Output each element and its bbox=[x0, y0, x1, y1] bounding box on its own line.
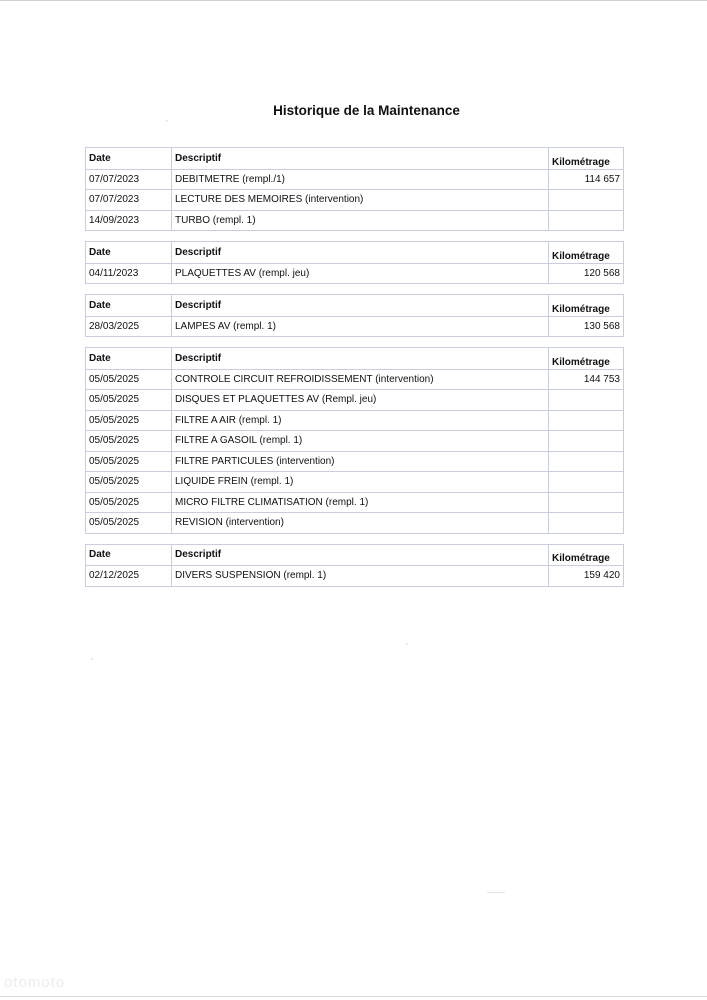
table-row bbox=[86, 316, 624, 337]
cell-date: 05/05/2025 bbox=[86, 431, 172, 452]
header-descriptif: Descriptif bbox=[172, 544, 549, 566]
table-row bbox=[86, 263, 624, 284]
table-header-row bbox=[86, 544, 624, 566]
scan-speck bbox=[166, 120, 168, 122]
cell-date: 07/07/2023 bbox=[86, 169, 172, 190]
cell-kilometrage: 114 657 bbox=[549, 169, 624, 190]
cell-date: 05/05/2025 bbox=[86, 390, 172, 411]
table-row bbox=[86, 472, 624, 493]
header-kilometrage: Kilométrage bbox=[549, 242, 624, 264]
cell-descriptif: LIQUIDE FREIN (rempl. 1) bbox=[172, 472, 549, 493]
cell-date: 05/05/2025 bbox=[86, 410, 172, 431]
cell-date: 05/05/2025 bbox=[86, 492, 172, 513]
cell-kilometrage bbox=[549, 451, 624, 472]
header-date: Date bbox=[86, 348, 172, 370]
cell-kilometrage bbox=[549, 513, 624, 534]
header-descriptif: Descriptif bbox=[172, 295, 549, 317]
table-header-row bbox=[86, 148, 624, 170]
maintenance-table bbox=[85, 347, 624, 534]
table-row bbox=[86, 190, 624, 211]
header-date: Date bbox=[86, 148, 172, 170]
header-kilometrage: Kilométrage bbox=[549, 348, 624, 370]
table-row bbox=[86, 210, 624, 231]
cell-kilometrage bbox=[549, 410, 624, 431]
cell-kilometrage bbox=[549, 210, 624, 231]
header-date: Date bbox=[86, 295, 172, 317]
cell-kilometrage bbox=[549, 390, 624, 411]
cell-date: 05/05/2025 bbox=[86, 369, 172, 390]
table-header-row bbox=[86, 242, 624, 264]
header-descriptif: Descriptif bbox=[172, 348, 549, 370]
table-header-row bbox=[86, 295, 624, 317]
cell-date: 14/09/2023 bbox=[86, 210, 172, 231]
cell-kilometrage bbox=[549, 190, 624, 211]
cell-descriptif: PLAQUETTES AV (rempl. jeu) bbox=[172, 263, 549, 284]
cell-descriptif: DIVERS SUSPENSION (rempl. 1) bbox=[172, 566, 549, 587]
table-row bbox=[86, 566, 624, 587]
cell-date: 04/11/2023 bbox=[86, 263, 172, 284]
cell-kilometrage: 159 420 bbox=[549, 566, 624, 587]
cell-descriptif: TURBO (rempl. 1) bbox=[172, 210, 549, 231]
cell-kilometrage: 144 753 bbox=[549, 369, 624, 390]
top-edge-line bbox=[0, 0, 707, 1]
header-date: Date bbox=[86, 544, 172, 566]
cell-descriptif: LECTURE DES MEMOIRES (intervention) bbox=[172, 190, 549, 211]
cell-date: 28/03/2025 bbox=[86, 316, 172, 337]
cell-descriptif: LAMPES AV (rempl. 1) bbox=[172, 316, 549, 337]
cell-date: 05/05/2025 bbox=[86, 513, 172, 534]
maintenance-table bbox=[85, 294, 624, 337]
cell-descriptif: MICRO FILTRE CLIMATISATION (rempl. 1) bbox=[172, 492, 549, 513]
cell-date: 07/07/2023 bbox=[86, 190, 172, 211]
cell-kilometrage bbox=[549, 431, 624, 452]
header-date: Date bbox=[86, 242, 172, 264]
table-row bbox=[86, 513, 624, 534]
table-row bbox=[86, 410, 624, 431]
maintenance-table bbox=[85, 241, 624, 284]
table-row bbox=[86, 451, 624, 472]
cell-kilometrage bbox=[549, 492, 624, 513]
header-kilometrage: Kilométrage bbox=[549, 544, 624, 566]
cell-date: 05/05/2025 bbox=[86, 451, 172, 472]
cell-descriptif: DISQUES ET PLAQUETTES AV (Rempl. jeu) bbox=[172, 390, 549, 411]
bottom-edge-line bbox=[0, 996, 707, 997]
table-row bbox=[86, 169, 624, 190]
table-row bbox=[86, 390, 624, 411]
cell-descriptif: CONTROLE CIRCUIT REFROIDISSEMENT (intervention) bbox=[172, 369, 549, 390]
table-row bbox=[86, 431, 624, 452]
header-descriptif: Descriptif bbox=[172, 148, 549, 170]
cell-date: 05/05/2025 bbox=[86, 472, 172, 493]
cell-descriptif: FILTRE A GASOIL (rempl. 1) bbox=[172, 431, 549, 452]
header-kilometrage: Kilométrage bbox=[549, 295, 624, 317]
table-header-row bbox=[86, 348, 624, 370]
cell-descriptif: DEBITMETRE (rempl./1) bbox=[172, 169, 549, 190]
table-row bbox=[86, 369, 624, 390]
watermark-logo: otomoto bbox=[4, 974, 66, 991]
scan-speck bbox=[487, 892, 505, 893]
cell-date: 02/12/2025 bbox=[86, 566, 172, 587]
cell-kilometrage bbox=[549, 472, 624, 493]
cell-descriptif: FILTRE A AIR (rempl. 1) bbox=[172, 410, 549, 431]
page-title: Historique de la Maintenance bbox=[273, 103, 460, 118]
header-descriptif: Descriptif bbox=[172, 242, 549, 264]
cell-kilometrage: 120 568 bbox=[549, 263, 624, 284]
cell-descriptif: REVISION (intervention) bbox=[172, 513, 549, 534]
scan-speck bbox=[406, 643, 408, 645]
scan-speck bbox=[91, 658, 93, 660]
cell-descriptif: FILTRE PARTICULES (intervention) bbox=[172, 451, 549, 472]
maintenance-table bbox=[85, 147, 624, 231]
cell-kilometrage: 130 568 bbox=[549, 316, 624, 337]
maintenance-table bbox=[85, 544, 624, 587]
table-row bbox=[86, 492, 624, 513]
maintenance-tables bbox=[85, 147, 623, 597]
header-kilometrage: Kilométrage bbox=[549, 148, 624, 170]
